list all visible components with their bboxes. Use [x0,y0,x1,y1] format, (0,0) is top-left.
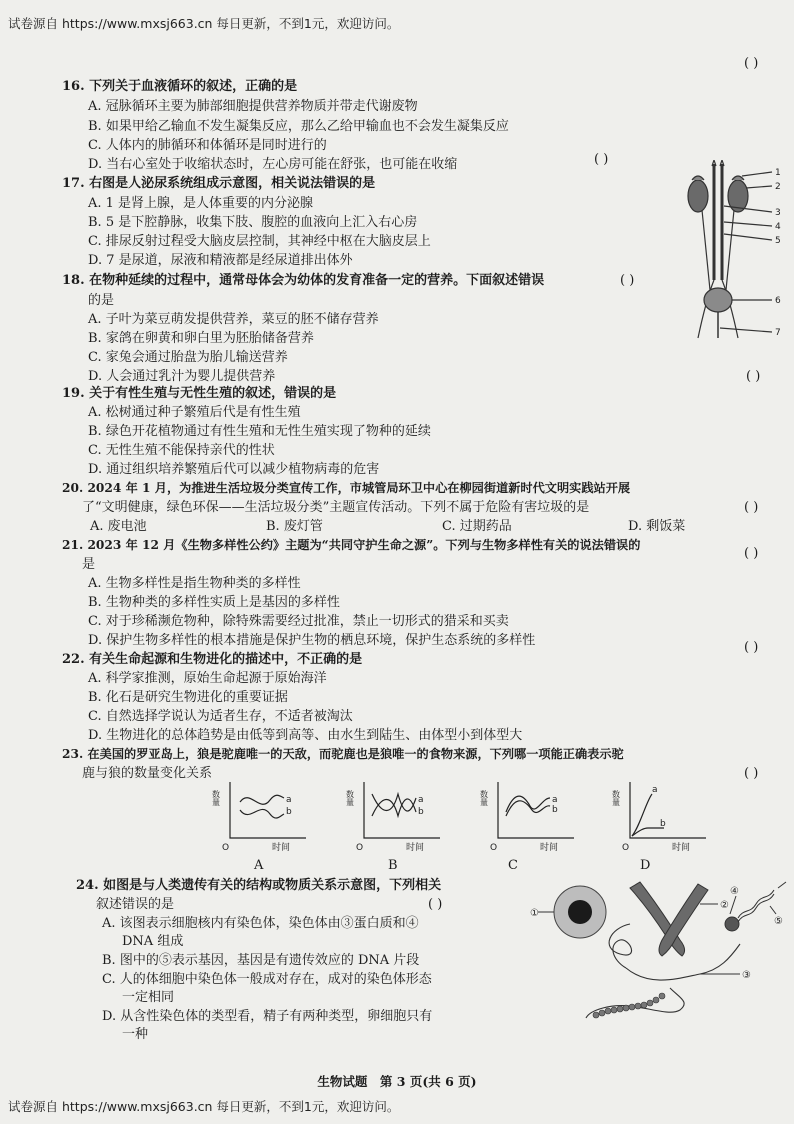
graph-b-origin: O [356,843,364,853]
question-21-stem: 21. 2023 年 12 月《生物多样性公约》主题为“共同守护生命之源”。下列与生物多样性有关的说法错误的 [62,538,641,552]
graph-d-origin: O [622,843,630,853]
question-19-option-a: A. 松树通过种子繁殖后代是有性生殖 [88,405,301,420]
question-20-option-b: B. 废灯管 [266,519,323,534]
question-24-option-a-cont: DNA 组成 [122,934,184,949]
chromosome-label-5: ⑤ [774,916,783,927]
graph-a-series-a: a [286,795,292,805]
chromosome-label-2: ② [720,900,729,911]
question-24-option-d-cont: 一种 [122,1027,149,1042]
graph-a-xlabel: 时间 [272,843,291,853]
question-20-option-d: D. 剩饭菜 [628,519,686,534]
answer-paren-20: ( ) [744,500,759,515]
graph-b-xlabel: 时间 [406,843,425,853]
page-footer: 生物试题 第 3 页(共 6 页) [317,1074,477,1089]
urinary-label-4: 4 [775,222,781,232]
question-22-option-c: C. 自然选择学说认为适者生存，不适者被淘汰 [88,709,353,724]
urinary-label-2: 2 [775,182,781,192]
question-24-option-c-cont: 一定相同 [122,990,175,1005]
question-16-option-c: C. 人体内的肺循环和体循环是同时进行的 [88,138,327,153]
graph-c-series-a: a [552,795,558,805]
question-21-option-b: B. 生物种类的多样性实质上是基因的多样性 [88,595,340,610]
question-21-option-d: D. 保护生物多样性的根本措施是保护生物的栖息环境，保护生态系统的多样性 [88,633,536,648]
source-banner-bottom: 试卷源自 https://www.mxsj663.cn 每日更新，不到1元，欢迎访问。 [8,1099,400,1114]
graph-option-a [210,776,310,856]
question-18-option-b: B. 家鸽在卵黄和卵白里为胚胎储备营养 [88,331,314,346]
question-22-option-a: A. 科学家推测，原始生命起源于原始海洋 [88,671,327,686]
question-16-option-b: B. 如果甲给乙输血不发生凝集反应，那么乙给甲输血也不会发生凝集反应 [88,119,509,134]
question-16-option-a: A. 冠脉循环主要为肺部细胞提供营养物质并带走代谢废物 [88,99,418,114]
graph-c-origin: O [490,843,498,853]
question-24-stem-cont: 叙述错误的是 [96,897,175,912]
question-23-stem: 23. 在美国的罗亚岛上，狼是驼鹿唯一的天敌，而驼鹿也是狼唯一的食物来源，下列哪一项能正确表示驼 [62,747,624,761]
question-17-stem: 17. 右图是人泌尿系统组成示意图，相关说法错误的是 [62,176,376,191]
chromosome-label-4: ④ [730,886,739,897]
question-21-option-c: C. 对于珍稀濒危物种，除特殊需要经过批准，禁止一切形式的猎采和买卖 [88,614,509,629]
graph-option-d [610,776,710,856]
question-18-stem-cont: 的是 [88,293,115,308]
question-20-stem: 20. 2024 年 1 月，为推进生活垃圾分类宣传工作，市城管局环卫中心在柳园街道新时代文明实践站开展 [62,481,631,495]
graph-option-c [478,776,578,856]
source-banner-top: 试卷源自 https://www.mxsj663.cn 每日更新，不到1元，欢迎访问。 [8,16,400,31]
question-18-stem: 18. 在物种延续的过程中，通常母体会为幼体的发育准备一定的营养。下面叙述错误 [62,273,545,288]
answer-paren-23: ( ) [744,766,759,781]
chromosome-label-1: ① [530,908,539,919]
question-21-stem-cont: 是 [82,557,96,572]
urinary-label-5: 5 [775,236,781,246]
question-22-stem: 22. 有关生命起源和生物进化的描述中，不正确的是 [62,652,363,667]
urinary-system-diagram [676,160,792,342]
question-22-option-d: D. 生物进化的总体趋势是由低等到高等、由水生到陆生、由体型小到体型大 [88,728,523,743]
urinary-label-1: 1 [775,168,781,178]
urinary-label-3: 3 [775,208,781,218]
graph-b-series-a: a [418,795,424,805]
answer-paren-21: ( ) [744,546,759,561]
chromosome-label-3: ③ [742,970,751,981]
question-17-option-b: B. 5 是下腔静脉，收集下肢、腹腔的血液向上汇入右心房 [88,215,418,230]
question-24-option-c: C. 人的体细胞中染色体一般成对存在，成对的染色体形态 [102,972,432,987]
chromosome-diagram [530,878,792,1028]
graph-option-d-label: D [640,858,651,873]
answer-paren-17: ( ) [594,152,609,167]
question-19-option-d: D. 通过组织培养繁殖后代可以减少植物病毒的危害 [88,462,380,477]
question-17-option-c: C. 排尿反射过程受大脑皮层控制，其神经中枢在大脑皮层上 [88,234,431,249]
question-17-option-d: D. 7 是尿道，尿液和精液都是经尿道排出体外 [88,253,353,268]
graph-a-origin: O [222,843,230,853]
question-20-option-a: A. 废电池 [90,519,147,534]
graph-d-series-b: b [660,819,666,829]
graph-option-b-label: B [388,858,398,873]
question-17-option-a: A. 1 是肾上腺，是人体重要的内分泌腺 [88,196,314,211]
answer-paren-19: ( ) [746,369,761,384]
question-19-option-c: C. 无性生殖不能保持亲代的性状 [88,443,275,458]
graph-d-xlabel: 时间 [672,843,691,853]
question-20-option-c: C. 过期药品 [442,519,512,534]
graph-option-a-label: A [254,858,264,873]
graph-d-series-a: a [652,785,658,795]
question-18-option-c: C. 家兔会通过胎盘为胎儿输送营养 [88,350,288,365]
answer-paren-24: ( ) [428,897,443,912]
question-19-stem: 19. 关于有性生殖与无性生殖的叙述，错误的是 [62,386,337,401]
question-24-option-b: B. 图中的⑤表示基因，基因是有遗传效应的 DNA 片段 [102,953,420,968]
graph-b-series-b: b [418,807,424,817]
question-21-option-a: A. 生物多样性是指生物种类的多样性 [88,576,301,591]
question-18-option-a: A. 子叶为菜豆萌发提供营养，菜豆的胚不储存营养 [88,312,379,327]
question-24-stem: 24. 如图是与人类遗传有关的结构或物质关系示意图，下列相关 [76,878,442,893]
question-16-option-d: D. 当右心室处于收缩状态时，左心房可能在舒张，也可能在收缩 [88,157,458,172]
graph-option-b [344,776,444,856]
question-18-option-d: D. 人会通过乳汁为婴儿提供营养 [88,369,276,384]
graph-d-ylabel: 数量 [611,790,621,806]
question-16-stem: 16. 下列关于血液循环的叙述，正确的是 [62,79,298,94]
graph-option-c-label: C [508,858,518,873]
question-20-stem-cont: 了“文明健康，绿色环保——生活垃圾分类”主题宣传活动。下列不属于危险有害垃圾的是 [82,500,590,515]
graph-b-ylabel: 数量 [345,790,355,806]
graph-a-series-b: b [286,807,292,817]
answer-paren-16: ( ) [744,56,759,71]
urinary-label-6: 6 [775,296,781,306]
question-22-option-b: B. 化石是研究生物进化的重要证据 [88,690,288,705]
urinary-label-7: 7 [775,328,781,338]
graph-c-xlabel: 时间 [540,843,559,853]
graph-c-series-b: b [552,805,558,815]
question-19-option-b: B. 绿色开花植物通过有性生殖和无性生殖实现了物种的延续 [88,424,431,439]
answer-paren-18: ( ) [620,273,635,288]
graph-c-ylabel: 数量 [479,790,489,806]
answer-paren-22: ( ) [744,640,759,655]
question-23-stem-cont: 鹿与狼的数量变化关系 [82,766,213,781]
question-24-option-a: A. 该图表示细胞核内有染色体，染色体由③蛋白质和④ [102,916,419,931]
question-24-option-d: D. 从含性染色体的类型看，精子有两种类型，卵细胞只有 [102,1009,433,1024]
graph-a-ylabel: 数量 [211,790,221,806]
